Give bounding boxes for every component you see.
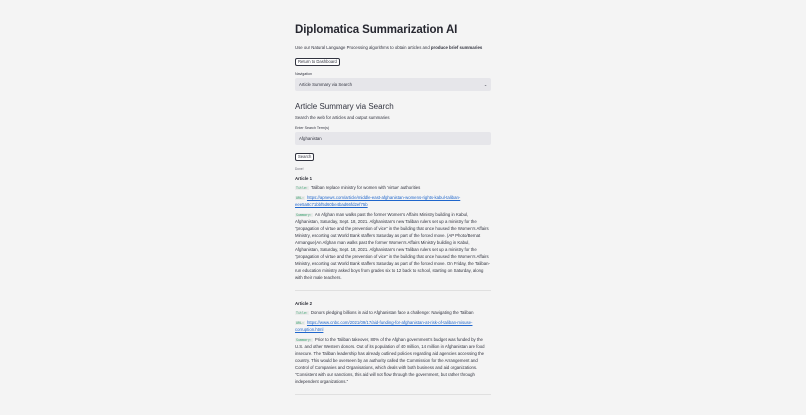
article-url-row <box>295 194 491 208</box>
article-url-link[interactable]: https://apnews.com/article/middle-east-afghanistan-womens-rights-kabul-taliban-eee5a8c71bbf5d60be4bad66fd2ef75b <box>295 195 461 207</box>
article-heading: Article 2 <box>295 301 312 306</box>
search-label: Enter Search Term(s) <box>295 126 330 130</box>
search-button[interactable]: Search <box>295 153 314 161</box>
search-input[interactable] <box>295 132 491 145</box>
article-title: Taliban replace ministry for women with 'virtue' authorities <box>310 185 421 190</box>
article-summary: Prior to the Taliban takeover, 80% of the Afghan government's budget was funded by the U.S. and other Western donors. Out of its population of 40 million, 14 million in Afghanistan are food insecure. The Taliban leadership has already outlined policies regarding aid agencies accessing the country. This would be overseen by an authority called the Commission for the Arrangement and Control of Companies and Organisations, which deals with both business and aid organizations. "Consistent with our sanctions, this aid will not flow through the government, but rather through independent organizations." <box>295 337 485 384</box>
subtitle-text: Use our Natural Language Processing algorithms to obtain articles and <box>295 45 431 50</box>
url-tag: URL: <box>296 195 304 200</box>
app-subtitle <box>295 45 491 50</box>
section-description: Search the web for articles and output summaries <box>295 115 390 120</box>
subtitle-bold: produce brief summaries <box>430 45 483 50</box>
article-divider <box>295 290 491 291</box>
title-tag: Title: <box>296 185 308 190</box>
navigation-select[interactable] <box>295 78 491 91</box>
section-title: Article Summary via Search <box>295 102 394 111</box>
article-url-link[interactable]: https://www.cnbc.com/2021/09/17/aid-funding-for-afghanistan-at-risk-of-taliban-misuse-corruption.html <box>295 320 473 332</box>
main-content <box>295 24 491 395</box>
return-to-dashboard-button[interactable]: Return to Dashboard <box>295 58 340 66</box>
chevron-down-icon: ⌄ <box>483 83 487 87</box>
app-title: Diplomatica Summarization AI <box>295 24 458 36</box>
summary-tag: Summary: <box>296 212 312 217</box>
navigation-selected-value: Article Summary via Search <box>299 82 353 87</box>
article-title: Donors pledging billions in aid to Afghanistan face a challenge: Navigating the Taliban <box>310 310 474 315</box>
article-summary: An Afghan man walks past the former Women's Affairs Ministry building in Kabul, Afghanistan, Saturday, Sept. 18, 2021. Afghanistan's new Taliban rulers set up a ministry for the "propagation of virtue and the prevention of vice" in the building that once housed the Women's Affairs Ministry, escorting out World Bank staffers Saturday as part of the forced move. (AP Photo/Bernat Armangue)An Afghan man walks past the former Women's Affairs Ministry building in Kabul, Afghanistan, Saturday, Sept. 18, 2021. Afghanistan's new Taliban rulers set up a ministry for the "propagation of virtue and the prevention of vice" in the building that once housed the Women's Affairs Ministry, escorting out World Bank staffers Saturday as part of the forced move. On Friday, the Taliban-run education ministry asked boys from grades six to 12 back to school, starting on Saturday, along with their male teachers. <box>295 212 490 280</box>
url-tag: URL: <box>296 320 304 325</box>
article-title-row <box>295 184 491 191</box>
article-summary-row <box>295 336 491 385</box>
navigation-label: Navigation <box>295 72 312 76</box>
article-summary-row <box>295 211 491 281</box>
search-input-value: Afghanistan <box>299 136 322 141</box>
article-divider <box>295 394 491 395</box>
summary-tag: Summary: <box>296 337 312 342</box>
article-heading: Article 1 <box>295 176 312 181</box>
article-title-row <box>295 309 491 316</box>
article-url-row <box>295 319 491 333</box>
status-text: Done! <box>295 167 304 171</box>
title-tag: Title: <box>296 310 308 315</box>
